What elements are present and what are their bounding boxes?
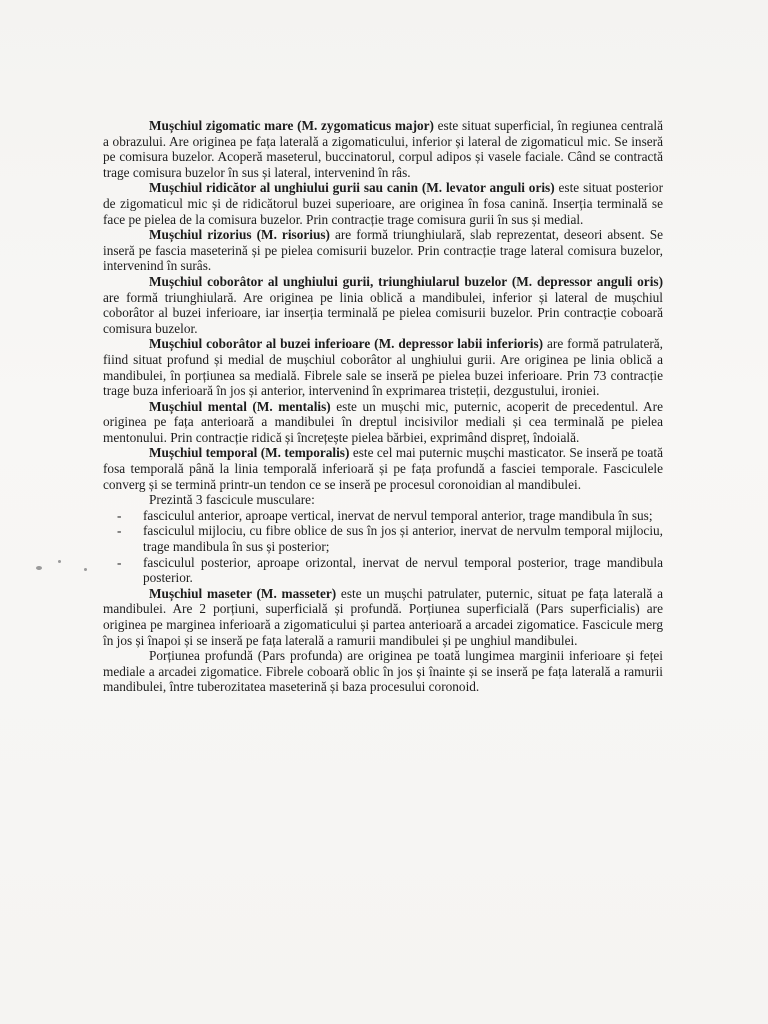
paragraph-depressor-labii-inferioris: Mușchiul coborâtor al buzei inferioare (M. depressor labii inferioris) are formă patrulateră, fiind situat profund și medial de mușchiul coborâtor al unghiului gurii. Are originea pe linia oblică a mandibulei, în porțiunea sa medială. Fibrele sale se inseră pe pielea buzei inferioare. Prin 73 contracție trage buza inferioară în jos și anterior, intervenind în exprimarea tristeții, dezgustului, ironiei. — [103, 336, 663, 399]
paragraph-deep-portion: Porțiunea profundă (Pars profunda) are originea pe toată lungimea marginii inferioare și feței mediale a arcadei zigomatice. Fibrele coboară oblic în jos și înainte și se inseră pe fața laterală a ramurii mandibulei, între tuberozitatea maseterină și baza procesului coronoid. — [103, 648, 663, 695]
heading-levator-anguli-oris: Mușchiul ridicător al unghiului gurii sau canin (M. levator anguli oris) — [149, 180, 555, 196]
paragraph-depressor-anguli-oris: Mușchiul coborâtor al unghiului gurii, triunghiularul buzelor (M. depressor anguli oris) are formă triunghiulară. Are originea pe linia oblică a mandibulei, inferior și lateral de mușchiul coborâtor al buzei inferioare, iar inserția terminală pe pielea comisurii buzelor. Prin contracție coboară comisura buzelor. — [103, 273, 663, 336]
bullet-dash: - — [117, 554, 122, 570]
heading-temporalis: Mușchiul temporal (M. temporalis) — [149, 445, 350, 461]
heading-zygomaticus-major: Mușchiul zigomatic mare (M. zygomaticus major) — [149, 118, 434, 133]
paragraph-temporalis: Mușchiul temporal (M. temporalis) este cel mai puternic mușchi masticator. Se inseră pe toată fosa temporală până la linia temporală inferioară și pe fața profundă a fasciei temporale. Fasciculele converg și se termină printr-un tendon ce se inseră pe procesul coronoidian al mandibulei. — [103, 445, 663, 492]
paragraph-zygomaticus-major: Mușchiul zigomatic mare (M. zygomaticus major) este situat superficial, în regiunea centrală a obrazului. Are originea pe fața laterală a zigomaticului, inferior și lateral de zigomaticul mic. Se inseră pe comisura buzelor. Acoperă maseterul, buccinatorul, corpul adipos și vasele faciale. Când se contractă trage comisura buzelor în sus și lateral, intervenind în râs. — [103, 118, 663, 180]
paragraph-mentalis: Mușchiul mental (M. mentalis) este un mușchi mic, puternic, acoperit de precedentul. Are originea pe fața anterioară a mandibulei în dreptul incisivilor mediali și cea terminală pe pielea mentonului. Prin contracție ridică și încrețește pielea bărbiei, exprimând dispreț, îndoială. — [103, 398, 663, 445]
bullet-dash: - — [117, 523, 122, 539]
document-body — [103, 118, 663, 695]
heading-risorius: Mușchiul rizorius (M. risorius) — [149, 227, 330, 243]
scan-speck — [84, 568, 87, 571]
paragraph-masseter: Mușchiul maseter (M. masseter) este un mușchi patrulater, puternic, situat pe fața laterală a mandibulei. Are 2 porțiuni, superficială și profundă. Porțiunea superficială (Pars superficialis) are originea pe marginea inferioară a zigomaticului și partea anterioară a arcadei zigomatice. Fascicule merg în jos și înapoi și se inseră pe fața laterală a ramurii mandibulei și pe unghiul mandibulei. — [103, 585, 663, 648]
list-item: - fasciculul posterior, aproape orizontal, inervat de nervul temporal posterior, trage mandibula posterior. — [117, 554, 663, 586]
heading-masseter: Mușchiul maseter (M. masseter) — [149, 585, 337, 601]
list-item: - fasciculul mijlociu, cu fibre oblice de sus în jos și anterior, inervat de nervulm temporal mijlociu, trage mandibula în sus și posterior; — [117, 523, 663, 555]
paragraph-levator-anguli-oris: Mușchiul ridicător al unghiului gurii sau canin (M. levator anguli oris) este situat posterior de zigomaticul mic și de ridicătorul buzei superioare, are originea în fosa canină. Inserția terminală se face pe pielea de la comisura buzelor. Prin contracție trage comisura gurii în sus și medial. — [103, 180, 663, 227]
heading-depressor-anguli-oris: Mușchiul coborâtor al unghiului gurii, triunghiularul buzelor (M. depressor anguli oris) — [149, 273, 663, 289]
heading-depressor-labii-inferioris: Mușchiul coborâtor al buzei inferioare (M. depressor labii inferioris) — [149, 336, 544, 352]
fascicles-intro: Prezintă 3 fascicule musculare: — [149, 492, 315, 508]
list-item: - fasciculul anterior, aproape vertical, inervat de nervul temporal anterior, trage mandibula în sus; — [117, 507, 653, 523]
scan-speck — [58, 560, 61, 563]
scan-speck — [36, 566, 42, 570]
bullet-dash: - — [117, 507, 122, 523]
paragraph-risorius: Mușchiul rizorius (M. risorius) are formă triunghiulară, slab reprezentat, deseori absent. Se inseră pe fascia maseterină și pe pielea comisurii buzelor. Prin contracție trage lateral comisura buzelor, intervenind în surâs. — [103, 227, 663, 274]
heading-mentalis: Mușchiul mental (M. mentalis) — [149, 398, 331, 414]
